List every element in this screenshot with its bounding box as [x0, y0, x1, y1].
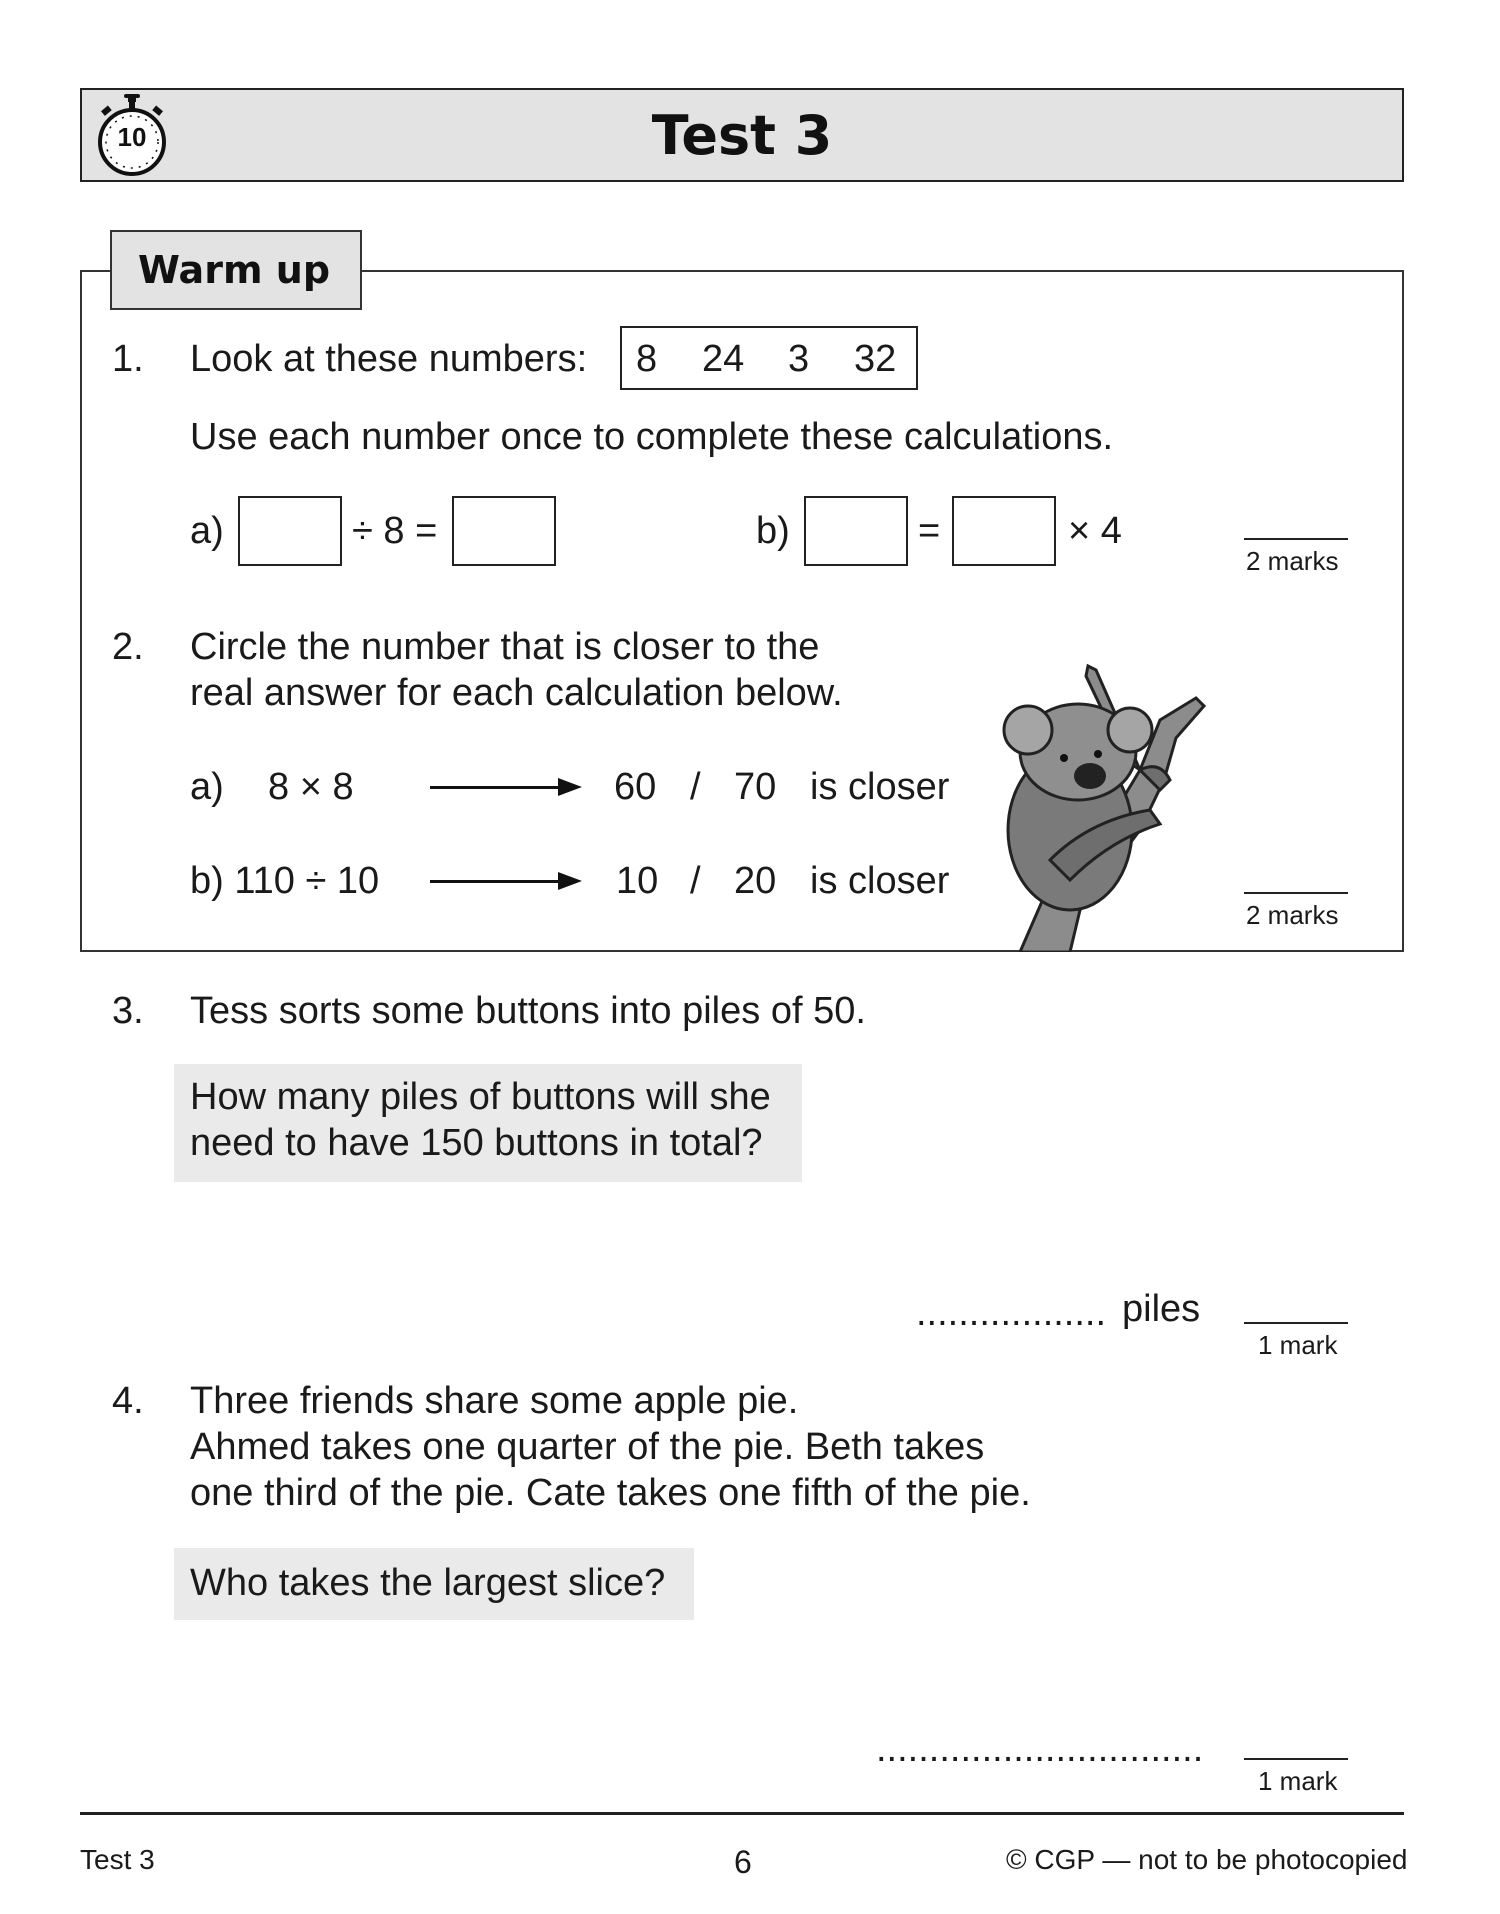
q2a-separator: / — [690, 766, 701, 808]
q1-number: 1. — [112, 338, 144, 380]
q2a-suffix: is closer — [810, 766, 950, 808]
q2b-separator: / — [690, 860, 701, 902]
warmup-label: Warm up — [110, 230, 362, 310]
q2-marks: 2 marks — [1246, 900, 1339, 930]
q1a-answer-box-2[interactable] — [452, 496, 556, 566]
q1-instruction: Use each number once to complete these calculations. — [190, 416, 1114, 458]
q4-line1: Three friends share some apple pie. — [190, 1380, 799, 1422]
number-item: 3 — [788, 338, 810, 380]
q4-question: Who takes the largest slice? — [190, 1562, 666, 1604]
q1-marks: 2 marks — [1246, 546, 1339, 576]
footer-test-name: Test 3 — [80, 1844, 155, 1875]
q1b-label: b) — [756, 510, 790, 552]
q2b-suffix: is closer — [810, 860, 950, 902]
number-item: 8 — [636, 338, 658, 380]
page-number: 6 — [734, 1844, 752, 1880]
footer-rule — [80, 1812, 1404, 1815]
koala-illustration — [990, 660, 1230, 952]
q1b-equals: = — [918, 510, 941, 552]
q4-question-box — [174, 1548, 694, 1620]
q3-question-line1: How many piles of buttons will she — [190, 1076, 771, 1118]
q2-line1: Circle the number that is closer to the — [190, 626, 820, 668]
arrow — [430, 880, 570, 883]
q1a-operator: ÷ 8 = — [352, 510, 438, 552]
q1a-answer-box-1[interactable] — [238, 496, 342, 566]
q3-answer-unit: piles — [1122, 1288, 1201, 1330]
arrow-head — [558, 872, 582, 890]
q4-marks: 1 mark — [1258, 1766, 1338, 1796]
marks-line — [1244, 538, 1348, 540]
q1-prompt: Look at these numbers: — [190, 338, 588, 380]
marks-line — [1244, 1758, 1348, 1760]
q4-line2: Ahmed takes one quarter of the pie. Beth takes — [190, 1426, 985, 1468]
timer-minutes: 10 — [117, 122, 147, 152]
q4-number: 4. — [112, 1380, 144, 1422]
q2-line2: real answer for each calculation below. — [190, 672, 843, 714]
q1b-answer-box-2[interactable] — [952, 496, 1056, 566]
number-item: 24 — [702, 338, 745, 380]
arrow-head — [558, 778, 582, 796]
q3-marks: 1 mark — [1258, 1330, 1338, 1360]
number-item: 32 — [854, 338, 897, 380]
q2a-label: a) — [190, 766, 224, 808]
q1a-label: a) — [190, 510, 224, 552]
q3-number: 3. — [112, 990, 144, 1032]
q4-line3: one third of the pie. Cate takes one fifth of the pie. — [190, 1472, 1031, 1514]
title-bar — [80, 88, 1404, 182]
q2a-calc: 8 × 8 — [268, 766, 354, 808]
page-title: Test 3 — [651, 103, 833, 167]
q2a-option-60[interactable]: 60 — [614, 766, 657, 808]
q4-answer-line[interactable]: ............................... — [876, 1728, 1204, 1770]
marks-line — [1244, 892, 1348, 894]
arrow — [430, 786, 570, 789]
q1b-operator: × 4 — [1068, 510, 1122, 552]
q2a-option-70[interactable]: 70 — [734, 766, 777, 808]
q1b-answer-box-1[interactable] — [804, 496, 908, 566]
q2b-option-10[interactable]: 10 — [616, 860, 659, 902]
q3-question-box — [174, 1064, 802, 1182]
q3-answer-line[interactable]: .................. — [916, 1292, 1107, 1334]
copyright-notice: © CGP — not to be photocopied — [1006, 1844, 1408, 1875]
q3-line1: Tess sorts some buttons into piles of 50. — [190, 990, 866, 1032]
number-set-box — [620, 326, 918, 390]
q3-question-line2: need to have 150 buttons in total? — [190, 1122, 763, 1164]
q2b-calc: b) 110 ÷ 10 — [190, 860, 380, 902]
marks-line — [1244, 1322, 1348, 1324]
q2b-option-20[interactable]: 20 — [734, 860, 777, 902]
q2-number: 2. — [112, 626, 144, 668]
